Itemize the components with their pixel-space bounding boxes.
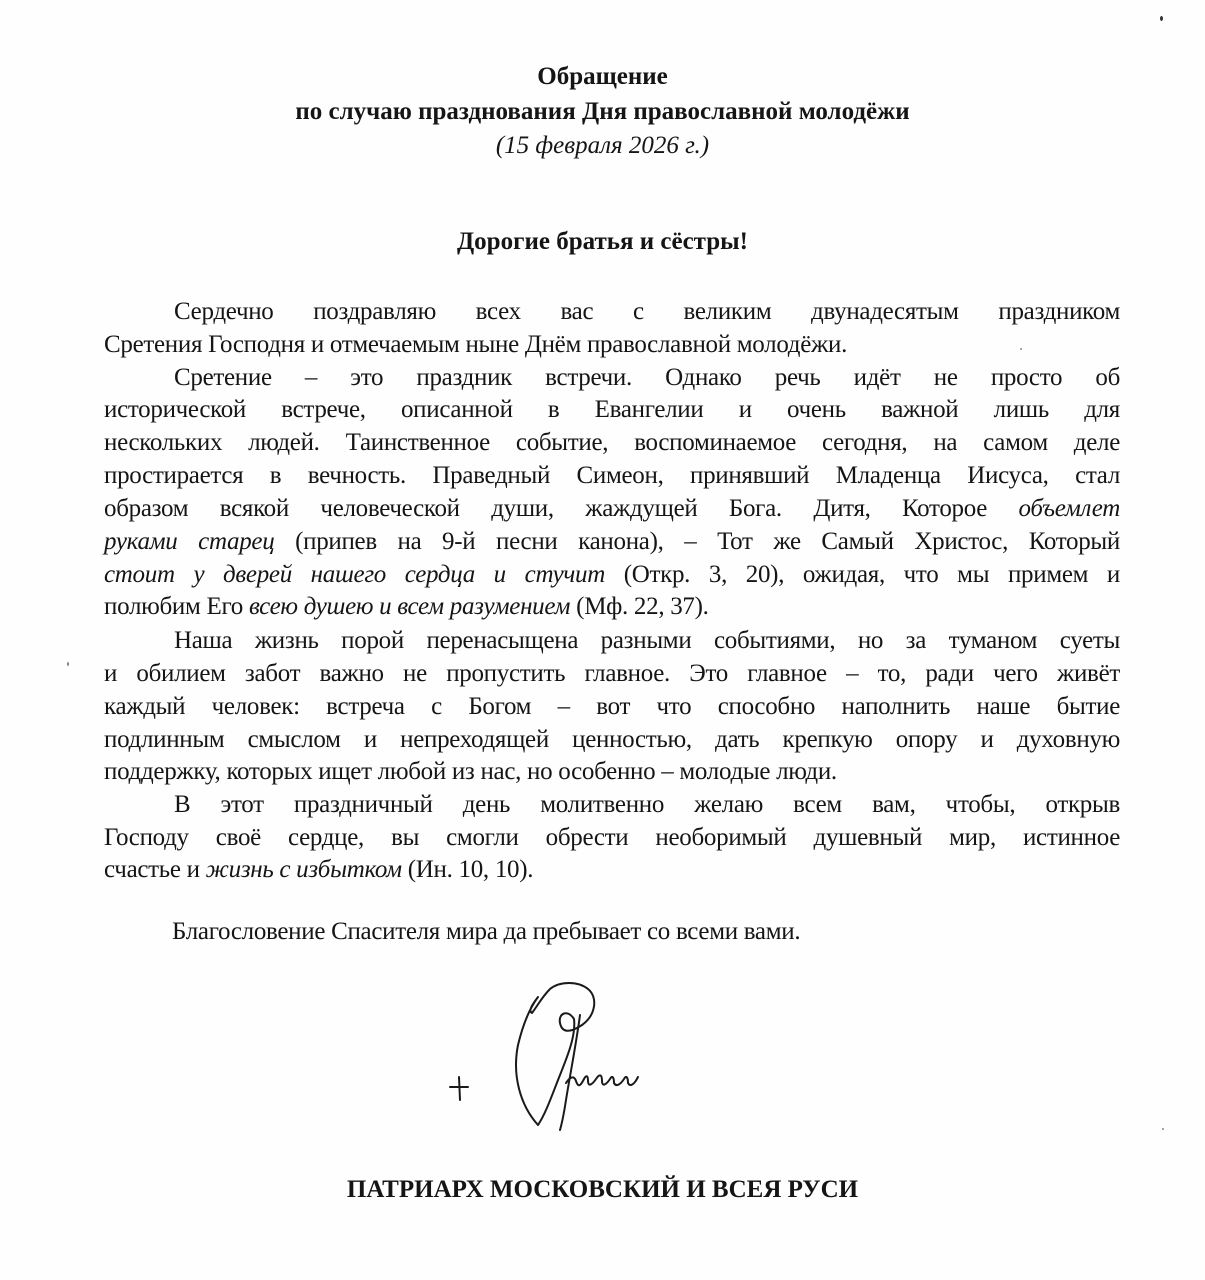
body-line bbox=[104, 756, 1120, 788]
date-line: (15 февраля 2026 г.) bbox=[495, 132, 710, 159]
body-line bbox=[104, 427, 1120, 459]
signature-loop bbox=[516, 983, 594, 1125]
body-line bbox=[104, 822, 1120, 854]
text-segment: нескольких людей. Таинственное событие, воспоминаемое сегодня, на самом деле bbox=[104, 429, 1120, 456]
body-line bbox=[104, 526, 1120, 558]
blessing: Благословение Спасителя мира да пребывает со всеми вами. bbox=[172, 918, 801, 945]
text-segment: подлинным смыслом и непреходящей ценностью, дать крепкую опору и духовную bbox=[104, 726, 1120, 753]
quote-italic: руками старец bbox=[104, 528, 275, 555]
signature-letters bbox=[566, 1075, 638, 1085]
text-segment: Наша жизнь порой перенасыщена разными событиями, но за туманом суеты bbox=[174, 627, 1120, 654]
text-segment: каждый человек: встреча с Богом – вот что способно наполнить наше бытие bbox=[104, 693, 1120, 720]
text-segment: Господу своё сердце, вы смогли обрести необоримый душевный мир, истинное bbox=[104, 824, 1120, 851]
quote-italic: стоит у дверей нашего сердца и стучит bbox=[104, 561, 605, 588]
body-line bbox=[104, 591, 1120, 623]
text-segment: (Ин. 10, 10). bbox=[401, 856, 534, 883]
scan-speck bbox=[1160, 16, 1163, 21]
text-segment: (припев на 9-й песни канона), – Тот же Самый Христос, Который bbox=[274, 528, 1120, 555]
text-segment: исторической встрече, описанной в Евангелии и очень важной лишь для bbox=[104, 396, 1120, 423]
text-segment: (Откр. 3, 20), ожидая, что мы примем и bbox=[604, 561, 1120, 588]
text-segment: образом всякой человеческой души, жаждущей Бога. Дитя, Которое bbox=[104, 495, 1019, 522]
signatory-title: ПАТРИАРХ МОСКОВСКИЙ И ВСЕЯ РУСИ bbox=[346, 1176, 859, 1203]
body-line bbox=[104, 493, 1120, 525]
body-line bbox=[104, 460, 1120, 492]
body-line bbox=[104, 691, 1120, 723]
body-line bbox=[104, 559, 1120, 591]
body-line bbox=[104, 658, 1120, 690]
body-line bbox=[104, 724, 1120, 756]
text-segment: В этот праздничный день молитвенно желаю всем вам, чтобы, открыв bbox=[174, 791, 1120, 818]
signature bbox=[420, 962, 720, 1145]
text-segment: и обилием забот важно не пропустить главное. Это главное – то, ради чего живёт bbox=[104, 660, 1120, 687]
body-line bbox=[174, 362, 1120, 394]
scan-speck bbox=[1020, 348, 1022, 350]
text-segment: Сретение – это праздник встречи. Однако речь идёт не просто об bbox=[174, 364, 1120, 391]
text-segment: полюбим Его bbox=[104, 593, 249, 620]
body-line bbox=[174, 296, 1120, 328]
title-line-1: Обращение bbox=[537, 63, 668, 90]
text-segment: Сретения Господня и отмечаемым ныне Днём православной молодёжи. bbox=[104, 331, 848, 358]
title-line-2: по случаю празднования Дня православной молодёжи bbox=[295, 98, 910, 125]
signature-name-text: Кирилл bbox=[420, 962, 472, 979]
text-segment: (Мф. 22, 37). bbox=[570, 593, 709, 620]
quote-italic: всею душею и всем разумением bbox=[248, 593, 571, 620]
signature-stem bbox=[560, 1015, 580, 1130]
scan-speck bbox=[67, 662, 69, 666]
quote-italic: объемлет bbox=[1018, 495, 1120, 522]
body-line bbox=[174, 625, 1120, 657]
text-segment: простирается в вечность. Праведный Симеон, принявший Младенца Иисуса, стал bbox=[104, 462, 1120, 489]
quote-italic: жизнь с избытком bbox=[205, 856, 402, 883]
scan-speck bbox=[1162, 1128, 1164, 1130]
text-segment: Сердечно поздравляю всех вас с великим двунадесятым праздником bbox=[174, 298, 1120, 325]
text-segment: поддержку, которых ищет любой из нас, но особенно – молодые люди. bbox=[104, 758, 837, 785]
greeting: Дорогие братья и сёстры! bbox=[456, 228, 748, 255]
body-line bbox=[104, 394, 1120, 426]
body-line bbox=[104, 854, 1120, 886]
body-line bbox=[104, 329, 1120, 361]
text-segment: счастье и bbox=[104, 856, 206, 883]
signature-cross bbox=[450, 1077, 468, 1100]
body-line bbox=[174, 789, 1120, 821]
